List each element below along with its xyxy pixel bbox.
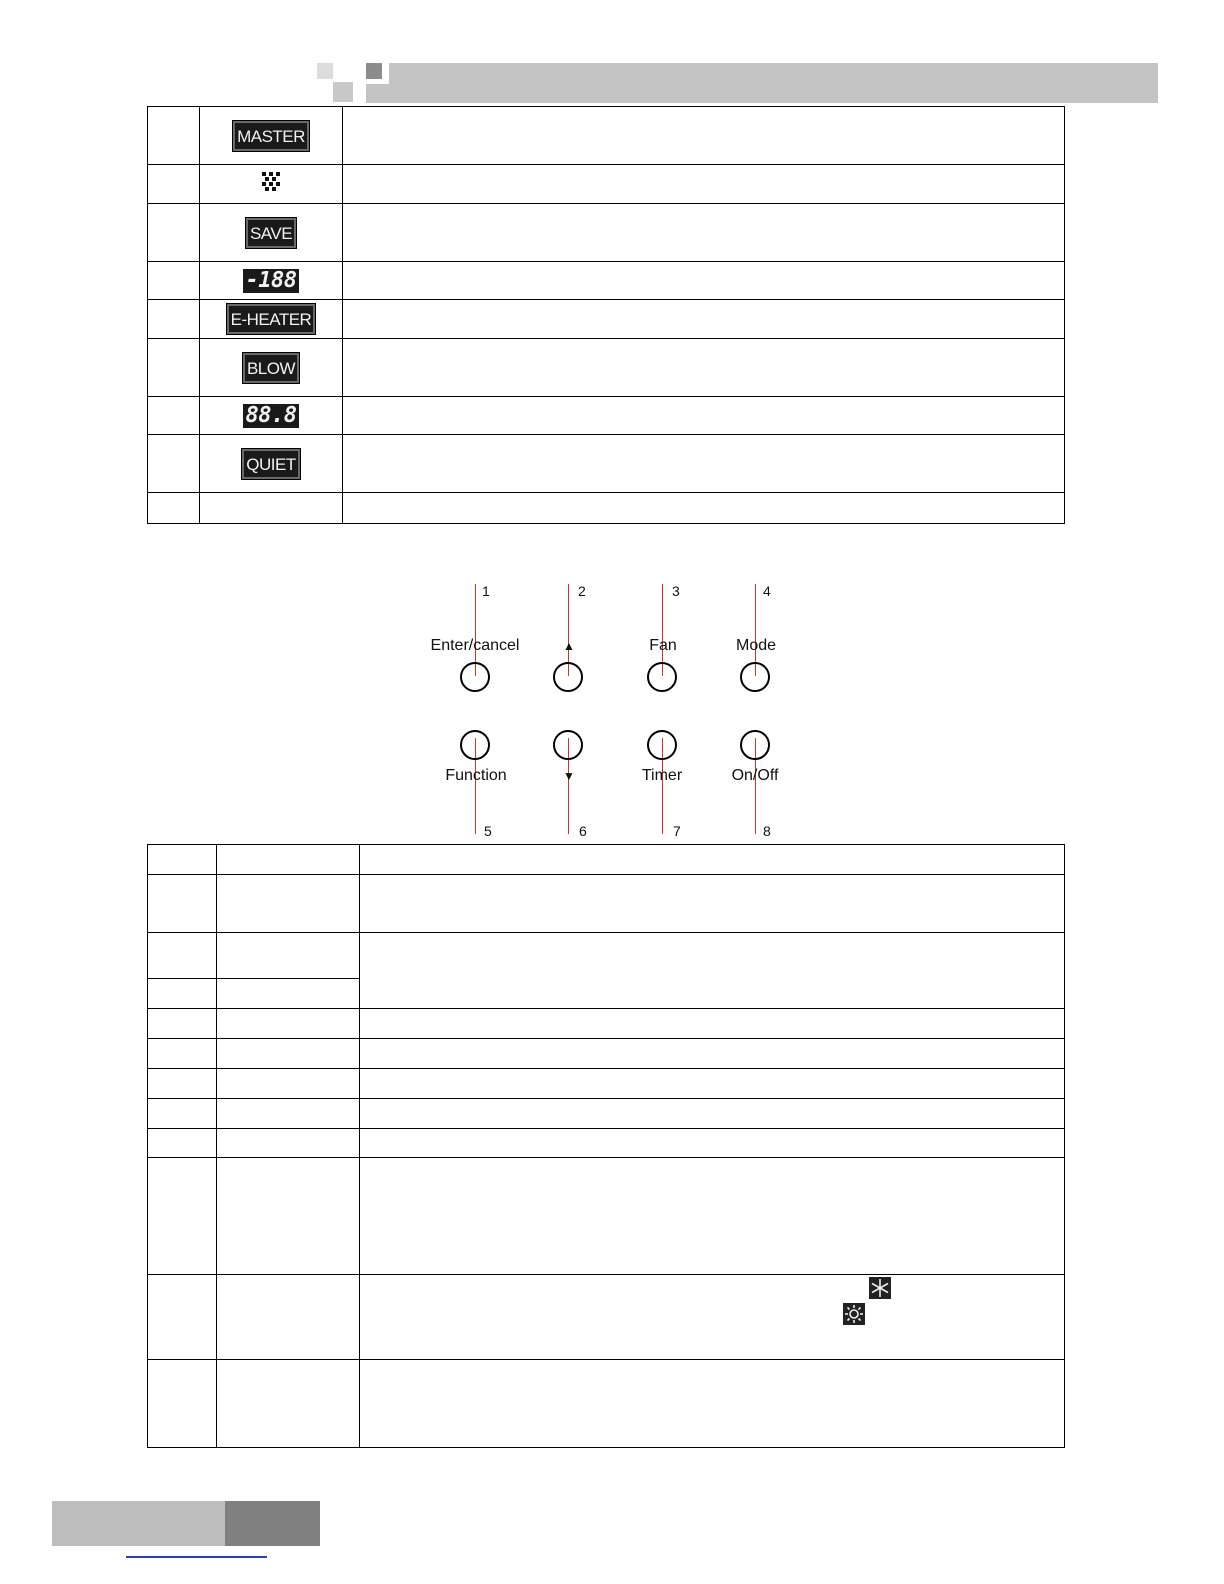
table-row [148,1360,1065,1448]
table-row [148,435,1065,493]
display-icon-table [147,106,1065,524]
key-label-fan: Fan [649,637,677,654]
key-label-up: ▲ [563,639,575,653]
temperature-display-icon: -188 [243,269,300,293]
footer-link-underline [126,1556,267,1558]
table-row [148,1129,1065,1158]
up-button[interactable] [553,662,583,692]
table-row [148,107,1065,165]
table-row [148,397,1065,435]
on-off-button[interactable] [740,730,770,760]
e-heater-icon: E-HEATER [227,304,316,334]
key-number-1: 1 [482,583,490,599]
keypad-diagram [420,580,800,842]
footer-bar-light [52,1501,225,1546]
key-label-timer: Timer [641,767,683,784]
fan-button[interactable] [647,662,677,692]
table-row [148,204,1065,262]
table-row [148,165,1065,204]
table-row [148,1009,1065,1039]
footer-bar-dark [225,1501,320,1546]
key-function-table [147,844,1065,1448]
key-label-function: Function [445,767,507,784]
key-label-down: ▼ [563,769,575,783]
key-label-mode: Mode [735,637,777,654]
key-label-enter-cancel: Enter/cancel [430,637,520,654]
key-number-3: 3 [672,583,680,599]
key-number-5: 5 [484,823,492,839]
table-row [148,339,1065,397]
save-icon: SAVE [246,218,296,248]
sun-icon [843,1303,865,1325]
master-icon: MASTER [233,121,309,151]
key-number-4: 4 [763,583,771,599]
key-number-8: 8 [763,823,771,839]
table-row [148,262,1065,300]
key-number-7: 7 [673,823,681,839]
function-button[interactable] [460,730,490,760]
table-row [148,1275,1065,1360]
digit-display-icon: 88.8 [243,404,300,428]
header-square-dark [366,63,382,79]
table-row [148,1158,1065,1275]
snowflake-icon [869,1277,891,1299]
quiet-icon: QUIET [242,449,299,479]
mode-button[interactable] [740,662,770,692]
table-row [148,933,1065,979]
key-number-6: 6 [579,823,587,839]
enter-cancel-button[interactable] [460,662,490,692]
header-square-mid [333,82,353,102]
table-row [148,1069,1065,1099]
down-button[interactable] [553,730,583,760]
table-row [148,875,1065,933]
grid-icon [260,171,282,193]
timer-button[interactable] [647,730,677,760]
table-row [148,1099,1065,1129]
table-row [148,1039,1065,1069]
table-row [148,300,1065,339]
table-row [148,493,1065,524]
header-bar [389,63,1158,103]
header-square-light [317,63,333,79]
key-label-on-off: On/Off [731,767,779,784]
key-number-2: 2 [578,583,586,599]
table-header-row [148,845,1065,875]
blow-icon: BLOW [243,353,299,383]
header-bar-stub [366,84,390,103]
